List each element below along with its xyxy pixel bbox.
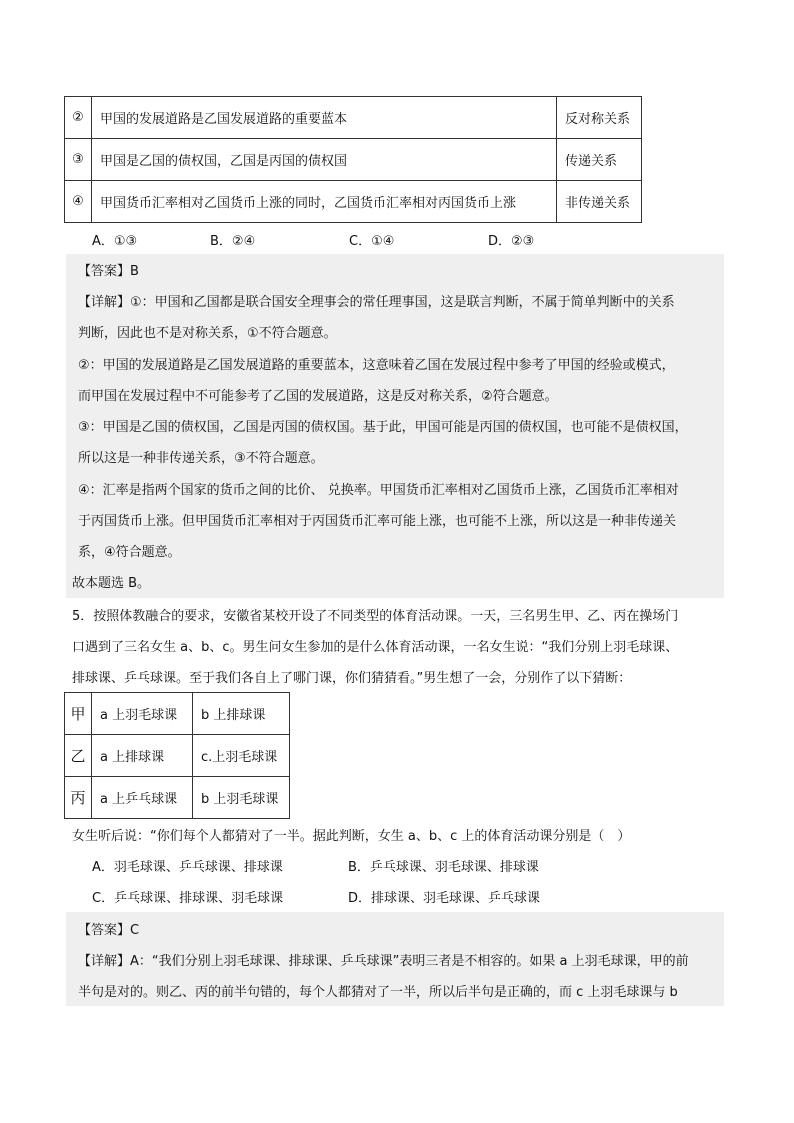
- explanation-line: 所以这是一种非传递关系，③不符合题意。: [78, 451, 324, 466]
- row-number: ③: [65, 139, 92, 181]
- explanation-line: 于丙国货币上涨。但甲国货币汇率相对于丙国货币汇率可能上涨，也可能不上涨，所以这是一种非传递关: [78, 514, 677, 529]
- explanation-line: ③：甲国是乙国的债权国，乙国是丙国的债权国。基于此，甲国可能是丙国的债权国，也可能不是债权国，: [78, 420, 688, 435]
- guess-2: b 上排球课: [193, 693, 290, 735]
- table-row: [65, 139, 642, 181]
- question-5-line: 口遇到了三名女生 a、b、c。男生问女生参加的是什么体育活动课，一名女生说：“我们分别上羽毛球课、: [72, 640, 679, 655]
- option-c: C．①④: [349, 234, 395, 249]
- option-d: D．②③: [488, 234, 535, 249]
- relation-table: [64, 96, 642, 223]
- row-number: ④: [65, 181, 92, 223]
- explanation-line: 【详解】A：“我们分别上羽毛球课、排球课、乒乓球课”表明三者是不相容的。如果 a 上羽毛球课，甲的前: [78, 954, 689, 969]
- option-a: A．羽毛球课、乒乓球课、排球课: [92, 860, 283, 875]
- explanation-line: ④：汇率是指两个国家的货币之间的比价、 兑换率。甲国货币汇率相对乙国货币上涨，乙国货币汇率相对: [78, 483, 679, 498]
- guess-table: [64, 692, 290, 819]
- guess-1: a 上乒乓球课: [92, 777, 193, 819]
- option-a: A．①③: [92, 234, 138, 249]
- option-d: D．排球课、羽毛球课、乒乓球课: [348, 891, 541, 906]
- option-b: B．乒乓球课、羽毛球课、排球课: [348, 860, 539, 875]
- answer-label: 【答案】B: [78, 264, 139, 279]
- answer-explanation-5: [66, 912, 724, 1006]
- row-statement: 甲国货币汇率相对乙国货币上涨的同时，乙国货币汇率相对丙国货币上涨: [92, 181, 557, 223]
- table-row: [65, 693, 290, 735]
- explanation-line: 半句是对的。则乙、丙的前半句错的，每个人都猜对了一半，所以后半句是正确的，而 c 上羽毛球课与 b: [78, 985, 678, 1000]
- student-name: 丙: [65, 777, 92, 819]
- row-relation: 反对称关系: [557, 97, 642, 139]
- question-5-after: 女生听后说：“你们每个人都猜对了一半。据此判断，女生 a、b、c 上的体育活动课分别是（ ）: [72, 829, 631, 844]
- guess-1: a 上羽毛球课: [92, 693, 193, 735]
- table-row: [65, 735, 290, 777]
- option-b: B．②④: [210, 234, 256, 249]
- question-5-line: 排球课、乒乓球课。至于我们各自上了哪门课，你们猜猜看。”男生想了一会，分别作了以下猜断：: [72, 671, 632, 686]
- explanation-line: 【详解】①：甲国和乙国都是联合国安全理事会的常任理事国，这是联言判断，不属于简单判断中的关系: [78, 295, 675, 310]
- option-c: C．乒乓球课、排球课、羽毛球课: [92, 891, 284, 906]
- table-row: [65, 181, 642, 223]
- question-5-line: 5．按照体教融合的要求，安徽省某校开设了不同类型的体育活动课。一天，三名男生甲、乙、丙在操场门: [72, 609, 679, 624]
- row-relation: 传递关系: [557, 139, 642, 181]
- table-row: [65, 97, 642, 139]
- explanation-line: 系，④符合题意。: [78, 545, 181, 560]
- student-name: 甲: [65, 693, 92, 735]
- row-number: ②: [65, 97, 92, 139]
- explanation-line: 而甲国在发展过程中不可能参考了乙国的发展道路，这是反对称关系，②符合题意。: [78, 389, 558, 404]
- answer-label: 【答案】C: [78, 923, 140, 938]
- explanation-line: 判断，因此也不是对称关系，①不符合题意。: [78, 326, 337, 341]
- answer-explanation-4: [66, 254, 724, 598]
- row-statement: 甲国是乙国的债权国，乙国是丙国的债权国: [92, 139, 557, 181]
- student-name: 乙: [65, 735, 92, 777]
- explanation-line: ②：甲国的发展道路是乙国发展道路的重要蓝本，这意味着乙国在发展过程中参考了甲国的经验或模式，: [78, 358, 675, 373]
- guess-1: a 上排球课: [92, 735, 193, 777]
- row-statement: 甲国的发展道路是乙国发展道路的重要蓝本: [92, 97, 557, 139]
- explanation-line: 故本题选 B。: [72, 576, 151, 591]
- guess-2: c.上羽毛球课: [193, 735, 290, 777]
- table-row: [65, 777, 290, 819]
- row-relation: 非传递关系: [557, 181, 642, 223]
- guess-2: b 上羽毛球课: [193, 777, 290, 819]
